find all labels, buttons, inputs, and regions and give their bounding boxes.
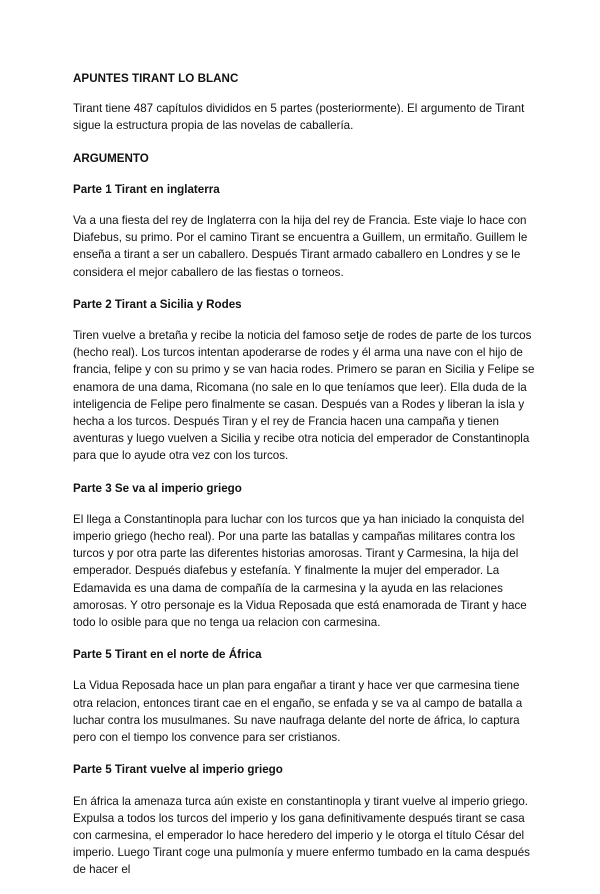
part-2-paragraph: Tiren vuelve a bretaña y recibe la noticia del famoso setje de rodes de parte de los turcos (hecho real). Los turcos intentan apoderarse de rodes y él arma una nave con el hijo de francia, felipe y con su primo y se van hacia rodes. Primero se paran en Sicilia y Felipe se enamora de una dama, Ricomana (no sale en lo que teníamos que leer). Ella duda de la inteligencia de Felipe pero finalmente se casan. Después van a Rodes y liberan la isla y hecha a los turcos. Después Tiran y el rey de Francia hacen una campaña y tienen aventuras y luego vuelven a Sicilia y recibe otra noticia del emperador de Constantinopla para que lo ayude otra vez con los turcos. [73,329,535,463]
part-3-paragraph: El llega a Constantinopla para luchar con los turcos que ya han iniciado la conquista del imperio griego (hecho real). Por una parte las batallas y campañas militares contra los turcos y por otra parte las diferentes historias amorosas. Tirant y Carmesina, la hija del emperador. Después diafebus y estefanía. Y finalmente la mujer del emperador. La Edamavida es una dama de compañía de la carmesina y la ayuda en las relaciones amorosas. Y otro personaje es la Vidua Reposada que está enamorada de Tirant y hace todo lo osible para que no tenga ua relacion con carmesina. [73,512,527,630]
part-1-paragraph: Va a una fiesta del rey de Inglaterra con la hija del rey de Francia. Este viaje lo hace con Diafebus, su primo. Por el camino Tirant se encuentra a Guillem, un ermitaño. Guillem le enseña a tirant a ser un caballero. Después Tirant armado caballero en Londres y se le considera el mejor caballero de las fiestas o torneos. [73,214,528,279]
part-5-paragraph: En áfrica la amenaza turca aún existe en constantinopla y tirant vuelve al imperio griego. Expulsa a todos los turcos del imperio y los gana definitivamente después tirant se casa con carmesina, el emperador lo hace heredero del imperio y le otorga el título César del imperio. Luego Tirant coge una pulmonía y muere enfermo tumbado en la cama después de hacer el [73,794,530,877]
part-4-heading: Parte 5 Tirant en el norte de África [73,648,262,662]
part-2-heading: Parte 2 Tirant a Sicilia y Rodes [73,297,242,311]
document-body [73,70,535,894]
part-1-heading: Parte 1 Tirant en inglaterra [73,182,220,196]
part-5-heading: Parte 5 Tirant vuelve al imperio griego [73,763,283,777]
intro-paragraph: Tirant tiene 487 capítulos divididos en 5 partes (posteriormente). El argumento de Tirant sigue la estructura propia de las novelas de caballería. [73,102,525,133]
part-4-paragraph: La Vidua Reposada hace un plan para engañar a tirant y hace ver que carmesina tiene otra relacion, entonces tirant cae en el engaño, se enfada y se va al campo de batalla a luchar contra los musulmanes. Su nave naufraga delante del norte de áfrica, lo captura pero con el tiempo los convence para ser cristianos. [73,679,523,745]
section-heading-argumento: ARGUMENTO [73,151,149,165]
document-title: APUNTES TIRANT LO BLANC [73,72,239,85]
part-3-heading: Parte 3 Se va al imperio griego [73,481,242,495]
